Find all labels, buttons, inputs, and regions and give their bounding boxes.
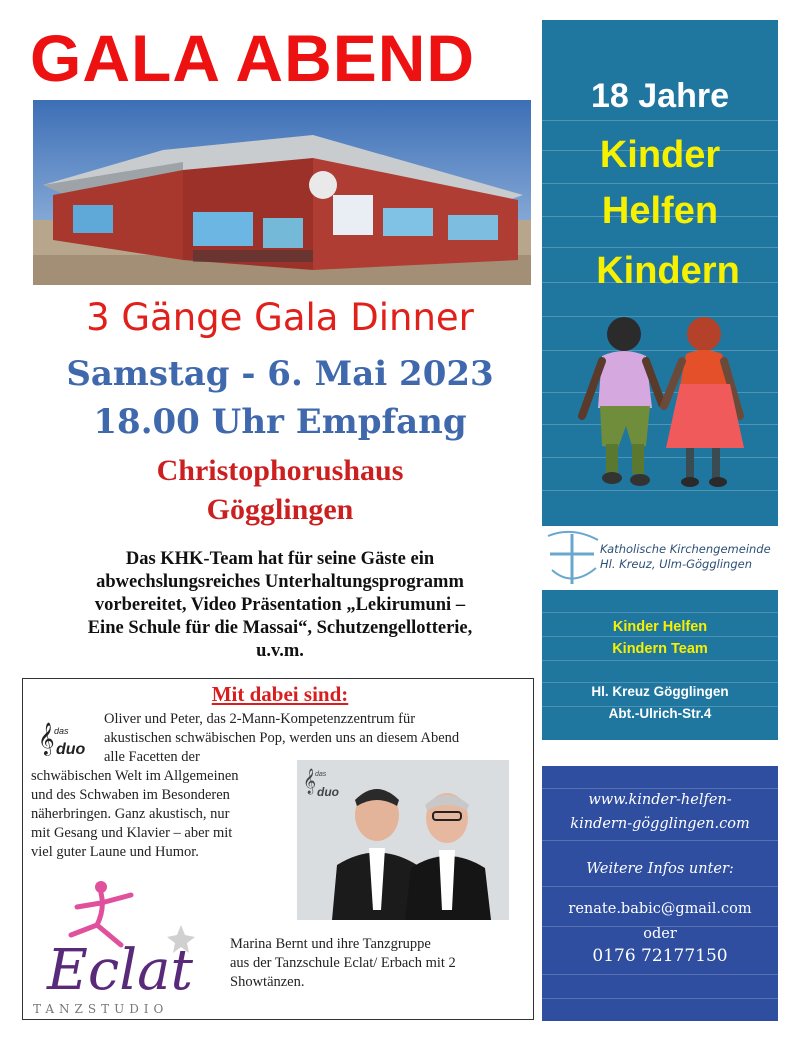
duo-logo-small: [34, 718, 90, 762]
guests-heading: Mit dabei sind:: [211, 682, 349, 706]
duo-description-cont: [31, 767, 291, 862]
program-line: abwechslungsreiches Unterhaltungsprogramm: [96, 572, 464, 592]
contact-panel: [542, 766, 778, 1021]
event-time: 18.00 Uhr Empfang: [93, 402, 467, 442]
program-description: [30, 548, 530, 663]
team-line-2: Kindern Team: [612, 641, 708, 657]
svg-text:𝄞: 𝄞: [303, 769, 317, 794]
sidebar-kindern: Kindern: [596, 250, 740, 292]
eclat-description: [230, 935, 530, 992]
event-date-block: [30, 350, 530, 446]
program-line: vorbereitet, Video Präsentation „Lekirumuni –: [94, 595, 466, 615]
school-building-photo: [33, 100, 531, 285]
venue-name: Christophorushaus: [156, 454, 404, 487]
eclat-line: Showtänzen.: [230, 974, 305, 990]
sidebar-kinder: Kinder: [599, 134, 721, 176]
children-illustration: [562, 316, 762, 506]
svg-text:duo: duo: [56, 741, 86, 758]
event-date: Samstag - 6. Mai 2023: [66, 354, 494, 394]
program-line: Eine Schule für die Massai“, Schutzengellotterie,: [87, 618, 473, 638]
duo-line: näherbringen. Ganz akustisch, nur: [31, 806, 230, 822]
duo-line: akustischen schwäbischen Pop, werden uns an diesem Abend: [104, 730, 460, 746]
eclat-logo: [31, 873, 209, 1017]
program-line: u.v.m.: [256, 641, 304, 661]
duo-photo: [297, 760, 509, 920]
eclat-line: Marina Bernt und ihre Tanzgruppe: [230, 936, 431, 952]
dinner-headline: 3 Gänge Gala Dinner: [86, 296, 474, 339]
duo-line: schwäbischen Welt im Allgemeinen: [31, 768, 239, 784]
eclat-logo-word: Eclat: [47, 938, 194, 1003]
more-info-label: Weitere Infos unter:: [586, 861, 734, 877]
duo-line: viel guter Laune und Humor.: [31, 844, 199, 860]
team-address-2: Abt.-Ulrich-Str.4: [608, 706, 712, 721]
duo-line: alle Facetten der: [104, 749, 200, 765]
venue-block: [30, 451, 530, 529]
duo-line: und des Schwaben im Besonderen: [31, 787, 230, 803]
svg-text:𝄞: 𝄞: [38, 722, 55, 755]
duo-description: [104, 710, 524, 767]
duo-line: mit Gesang und Klavier – aber mit: [31, 825, 233, 841]
eclat-logo-sub: TANZSTUDIO: [33, 1002, 169, 1016]
svg-text:das: das: [54, 726, 69, 736]
duo-line: Oliver und Peter, das 2-Mann-Kompetenzzentrum für: [104, 711, 416, 727]
sidebar-years: 18 Jahre: [591, 77, 729, 115]
sidebar-helfen: Helfen: [601, 190, 719, 232]
contact-phone: 0176 72177150: [592, 946, 728, 966]
venue-town: Gögglingen: [206, 493, 354, 526]
team-line-1: Kinder Helfen: [612, 619, 708, 635]
team-address-1: Hl. Kreuz Gögglingen: [591, 684, 729, 699]
parish-logo: [542, 530, 778, 588]
contact-or: oder: [643, 926, 677, 942]
svg-text:das: das: [315, 771, 327, 778]
sidebar-khk-panel: [542, 20, 778, 526]
website-line-1: www.kinder-helfen-: [588, 792, 732, 808]
parish-name: Katholische Kirchengemeinde: [600, 542, 771, 556]
eclat-line: aus der Tanzschule Eclat/ Erbach mit 2: [230, 955, 456, 971]
team-panel: [542, 590, 778, 740]
contact-email[interactable]: renate.babic@gmail.com: [568, 901, 752, 917]
page-title: GALA ABEND: [30, 21, 476, 95]
svg-text:duo: duo: [317, 785, 339, 799]
website-line-2: kindern-gögglingen.com: [570, 816, 750, 832]
parish-location: Hl. Kreuz, Ulm-Gögglingen: [600, 557, 752, 571]
program-line: Das KHK-Team hat für seine Gäste ein: [125, 549, 435, 569]
